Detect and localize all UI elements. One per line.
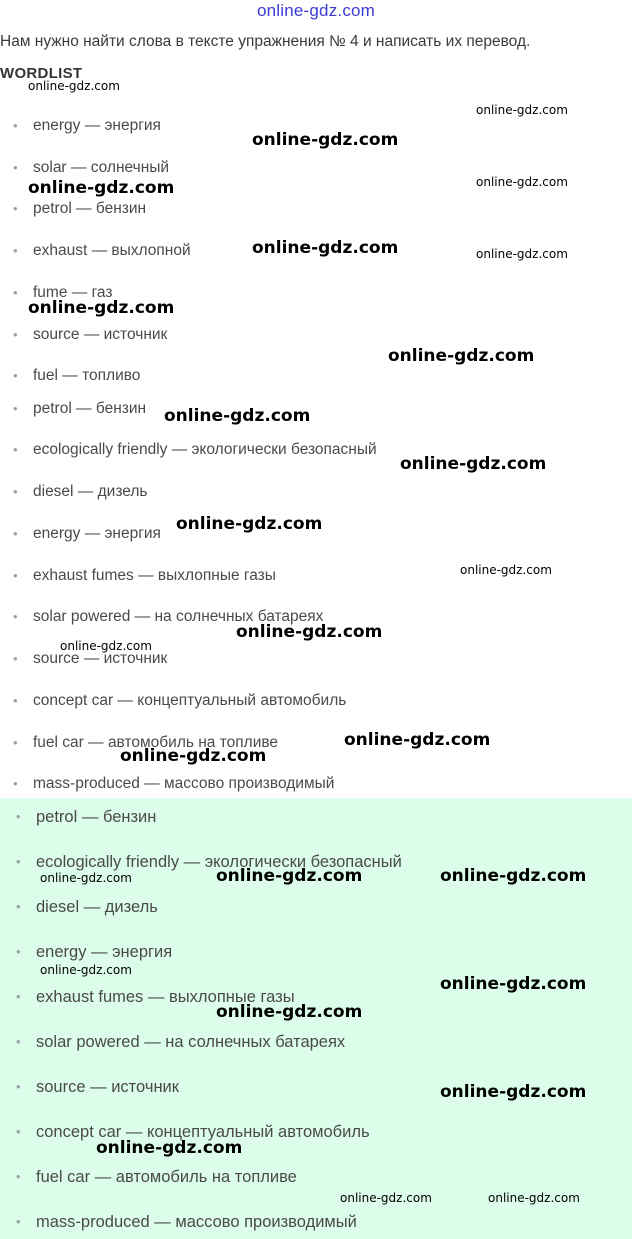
list-item-text: solar — солнечный: [33, 159, 170, 176]
site-link[interactable]: online-gdz.com: [256, 1, 376, 20]
bullet-icon: •: [16, 1079, 21, 1094]
list-item-text: concept car — концептуальный автомобиль: [33, 692, 347, 709]
bullet-icon: •: [16, 1169, 21, 1184]
bullet-icon: •: [16, 854, 21, 869]
watermark: online-gdz.com: [440, 1082, 587, 1102]
watermark: online-gdz.com: [216, 866, 363, 886]
watermark: online-gdz.com: [176, 514, 323, 534]
watermark: online-gdz.com: [252, 238, 399, 258]
bullet-icon: •: [13, 776, 18, 791]
watermark: online-gdz.com: [236, 622, 383, 642]
watermark: online-gdz.com: [340, 1191, 432, 1205]
bullet-icon: •: [16, 1214, 21, 1229]
bullet-icon: •: [13, 401, 18, 416]
list-item-text: exhaust — выхлопной: [33, 242, 191, 259]
watermark: online-gdz.com: [40, 871, 132, 885]
list-item-text: energy — энергия: [33, 117, 161, 134]
bullet-icon: •: [13, 201, 18, 216]
watermark: online-gdz.com: [96, 1138, 243, 1158]
bullet-icon: •: [16, 1034, 21, 1049]
bullet-icon: •: [13, 693, 18, 708]
list-item-text: petrol — бензин: [33, 200, 147, 217]
list-item-text: diesel — дизель: [36, 898, 158, 916]
watermark: online-gdz.com: [440, 866, 587, 886]
list-item-text: mass-produced — массово производимый: [33, 775, 335, 792]
list-item-text: solar powered — на солнечных батареях: [33, 608, 324, 625]
wordlist-heading: WORDLIST: [0, 65, 83, 82]
list-item-text: concept car — концептуальный автомобиль: [36, 1123, 370, 1141]
watermark: online-gdz.com: [476, 175, 568, 189]
watermark: online-gdz.com: [40, 963, 132, 977]
watermark: online-gdz.com: [28, 178, 175, 198]
watermark: online-gdz.com: [28, 298, 175, 318]
list-item-text: fuel car — автомобиль на топливе: [33, 734, 279, 751]
watermark: online-gdz.com: [476, 247, 568, 261]
list-item-text: fume — газ: [33, 284, 113, 301]
bullet-icon: •: [13, 609, 18, 624]
bullet-icon: •: [16, 809, 21, 824]
watermark: online-gdz.com: [440, 974, 587, 994]
list-item-text: mass-produced — массово производимый: [36, 1213, 357, 1231]
bullet-icon: •: [13, 651, 18, 666]
list-item-text: exhaust fumes — выхлопные газы: [33, 567, 276, 584]
bullet-icon: •: [13, 526, 18, 541]
list-item-text: fuel car — автомобиль на топливе: [36, 1168, 297, 1186]
watermark: online-gdz.com: [388, 346, 535, 366]
bullet-icon: •: [13, 568, 18, 583]
list-item-text: source — источник: [33, 326, 168, 343]
watermark: online-gdz.com: [120, 746, 267, 766]
bullet-icon: •: [16, 1124, 21, 1139]
bullet-icon: •: [13, 442, 18, 457]
watermark: online-gdz.com: [252, 130, 399, 150]
watermark: online-gdz.com: [60, 639, 152, 653]
bullet-icon: •: [13, 735, 18, 750]
list-item-text: petrol — бензин: [33, 400, 147, 417]
bullet-icon: •: [13, 118, 18, 133]
watermark: online-gdz.com: [476, 103, 568, 117]
list-item-text: petrol — бензин: [36, 808, 157, 826]
exercise-instruction: Нам нужно найти слова в тексте упражнения № 4 и написать их перевод.: [0, 33, 531, 50]
list-item-text: source — источник: [36, 1078, 179, 1096]
watermark: online-gdz.com: [400, 454, 547, 474]
bullet-icon: •: [16, 944, 21, 959]
list-item-text: energy — энергия: [33, 525, 161, 542]
watermark: online-gdz.com: [460, 563, 552, 577]
watermark: online-gdz.com: [164, 406, 311, 426]
list-item-text: fuel — топливо: [33, 367, 141, 384]
list-item-text: energy — энергия: [36, 943, 173, 961]
watermark: online-gdz.com: [488, 1191, 580, 1205]
bullet-icon: •: [13, 160, 18, 175]
list-item-text: diesel — дизель: [33, 483, 148, 500]
bullet-icon: •: [13, 285, 18, 300]
watermark: online-gdz.com: [28, 79, 120, 93]
bullet-icon: •: [13, 327, 18, 342]
list-item-text: source — источник: [33, 650, 168, 667]
list-item-text: exhaust fumes — выхлопные газы: [36, 988, 295, 1006]
bullet-icon: •: [13, 368, 18, 383]
bullet-icon: •: [13, 243, 18, 258]
watermark: online-gdz.com: [344, 730, 491, 750]
list-item-text: ecologically friendly — экологически безопасный: [33, 441, 377, 458]
list-item-text: solar powered — на солнечных батареях: [36, 1033, 346, 1051]
bullet-icon: •: [16, 989, 21, 1004]
bullet-icon: •: [16, 899, 21, 914]
bullet-icon: •: [13, 484, 18, 499]
watermark: online-gdz.com: [216, 1002, 363, 1022]
list-item-text: ecologically friendly — экологически безопасный: [36, 853, 402, 871]
